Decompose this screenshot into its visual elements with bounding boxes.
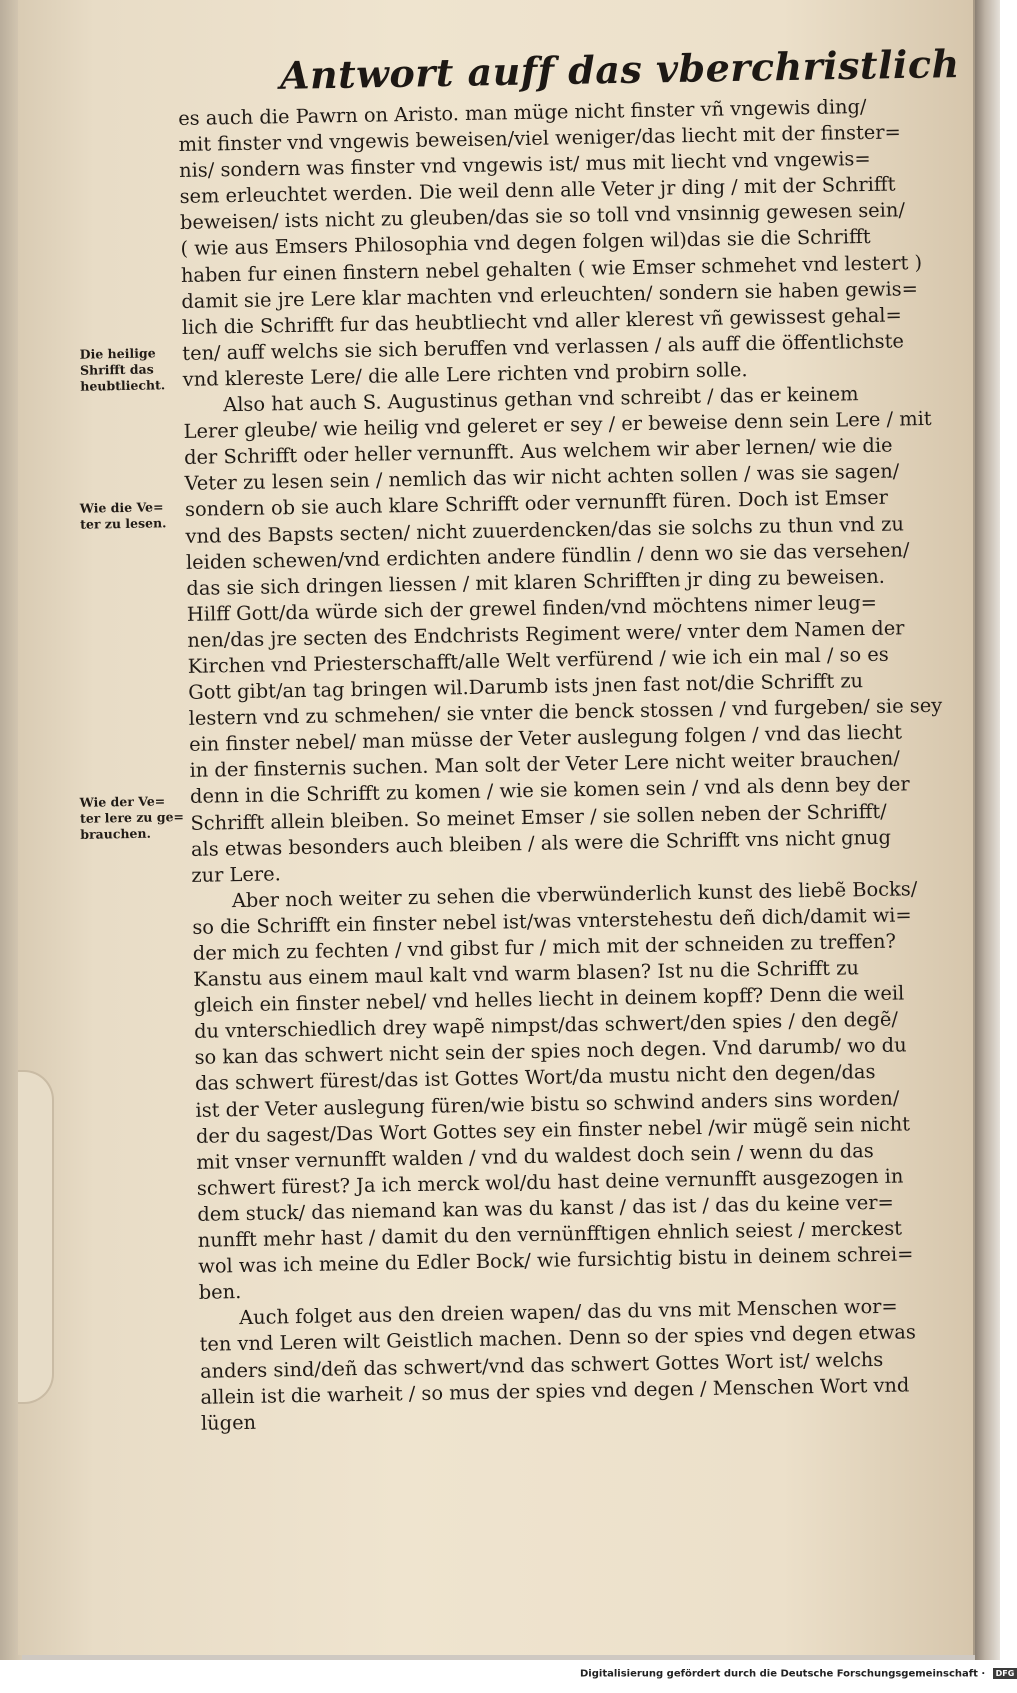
text-line: anders sind/deñ das schwert/vnd das schwert Gottes Wort ist/ welchs [199, 1347, 884, 1383]
text-line: ( wie aus Emsers Philosophia vnd degen folgen wil)das sie die Schrifft [180, 225, 871, 261]
text-line: mit finster vnd vngewis beweisen/viel weniger/das liecht mit der finster= [178, 120, 902, 157]
margin-note-line: heubtliecht. [80, 377, 166, 394]
text-line: vnd klereste Lere/ die alle Lere richten vnd probirn solle. [182, 358, 748, 391]
text-line: der Schrifft oder heller vernunfft. Aus welchem wir aber lernen/ wie die [183, 433, 893, 470]
text-line: lich die Schrifft fur das heubtliecht vnd aller klerest vñ gewissest gehal= [181, 303, 902, 339]
margin-note-line: ter zu lesen. [80, 515, 167, 532]
text-line: Auch folget aus den dreien wapen/ das du vns mit Menschen wor= [238, 1294, 898, 1330]
text-line: lestern vnd zu schmehen/ sie vnter die benck stossen / vnd furgeben/ sie sey [188, 693, 943, 731]
text-line: vnd des Bapsts secten/ nicht zuuerdencken/das sie solchs zu thun vnd zu [185, 511, 905, 548]
text-line: Also hat auch S. Augustinus gethan vnd schreibt / das er keinem [223, 382, 859, 417]
paper-tab [18, 1070, 54, 1404]
text-line: so kan das schwert nicht sein der spies noch degen. Vnd darumb/ wo du [194, 1033, 907, 1070]
digitization-credit [580, 1668, 1017, 1680]
text-line: es auch die Pawrn on Aristo. man müge nicht finster vñ vngewis ding/ [178, 94, 867, 130]
margin-note-line: Shrifft das [79, 361, 154, 378]
text-line: mit vnser vernunfft walden / vnd du waldest doch sein / wenn du das [196, 1138, 874, 1174]
text-line: Gott gibt/an tag bringen wil.Darumb ists jnen fast not/die Schrifft zu [188, 669, 864, 704]
text-line: nis/ sondern was finster vnd vngewis ist/ mus mit liecht vnd vngewis= [178, 147, 871, 183]
running-header: Antwort auff das vberchristlich [279, 41, 961, 98]
margin-note-heilige-schrifft [80, 345, 166, 394]
margin-note-line: ter lere zu ge= [79, 809, 185, 826]
text-line: als etwas besonders auch bleiben / als were die Schrifft vns nicht gnug [190, 825, 892, 861]
text-line: zur Lere. [191, 862, 282, 887]
text-line: du vnterschiedlich drey wapẽ nimpst/das schwert/den spies / den degẽ/ [193, 1007, 899, 1044]
margin-note-line: Wie der Ve= [79, 793, 166, 810]
text-line: gleich ein finster nebel/ vnd helles liecht in deinem kopff? Denn die weil [193, 981, 905, 1018]
text-line: allein ist die warheit / so mus der spies vnd degen / Menschen Wort vnd [200, 1373, 910, 1409]
text-line: Lerer gleube/ wie heilig vnd geleret er sey / er beweise denn sein Lere / mit [183, 407, 932, 444]
text-line: denn in die Schrifft zu komen / wie sie komen sein / vnd als denn bey der [189, 772, 910, 809]
text-line: das schwert fürest/das ist Gottes Wort/da mustu nicht den degen/das [194, 1060, 876, 1096]
text-line: ten/ auff welchs sie sich beruffen vnd verlassen / als auff die öffentlichste [182, 329, 905, 365]
text-line: haben fur einen finstern nebel gehalten ( wie Emser schmehet vnd lestert ) [180, 250, 923, 287]
text-line: nunfft mehr hast / damit du den vernünfftigen ehnlich seiest / merckest [197, 1216, 903, 1252]
text-line: nen/das jre secten des Endchrists Regiment were/ vnter dem Namen der [187, 616, 905, 652]
text-line: so die Schrifft ein finster nebel ist/was vnterstehestu deñ dich/damit wi= [192, 903, 912, 939]
text-line: ten vnd Leren wilt Geistlich machen. Denn so der spies vnd degen etwas [199, 1320, 917, 1357]
text-line: ben. [198, 1280, 242, 1305]
body-text [178, 93, 971, 1437]
text-line: ist der Veter auslegung füren/wie bistu so schwind anders sins worden/ [195, 1086, 900, 1122]
text-line: der du sagest/Das Wort Gottes sey ein finster nebel /wir mügẽ sein nicht [195, 1112, 911, 1148]
text-line: Hilff Gott/da würde sich der grewel finden/vnd möchtens nimer leug= [186, 590, 878, 626]
margin-note-line: Wie die Ve= [79, 499, 164, 516]
text-line: sem erleuchtet werden. Die weil denn alle Veter jr ding / mit der Schrifft [179, 172, 896, 209]
margin-note-line: Die heilige [79, 345, 156, 362]
text-line: Kanstu aus einem maul kalt vnd warm blasen? Ist nu die Schrifft zu [193, 956, 860, 991]
text-line: damit sie jre Lere klar machten vnd erleuchten/ sondern sie haben gewis= [181, 276, 919, 313]
text-line: beweisen/ ists nicht zu gleuben/das sie so toll vnd vnsinnig gewesen sein/ [179, 198, 906, 235]
text-line: Schrifft allein bleiben. So meinet Emser / sie sollen neben der Schrifft/ [190, 799, 887, 835]
text-line: sondern ob sie auch klare Schrifft oder vernunfft füren. Doch ist Emser [184, 486, 889, 522]
text-line: schwert fürest? Ja ich merck wol/du hast deine vernunfft ausgezogen in [196, 1164, 904, 1200]
text-line: wol was ich meine du Edler Bock/ wie fursichtig bistu in deinem schrei= [198, 1242, 914, 1278]
text-line: leiden schewen/vnd erdichten andere fündlin / denn wo sie das versehen/ [185, 537, 910, 574]
text-line: dem stuck/ das niemand kan was du kanst / das ist / das du keine ver= [197, 1190, 894, 1226]
text-line: der mich zu fechten / vnd gibst fur / mich mit der schneiden zu treffen? [192, 929, 897, 965]
text-line: Aber noch weiter zu sehen die vberwünderlich kunst des liebẽ Bocks/ [231, 877, 918, 912]
text-line: das sie sich dringen liessen / mit klaren Schrifften jr ding zu beweisen. [186, 564, 886, 600]
text-line: lügen [200, 1410, 257, 1435]
margin-note-line: brauchen. [80, 825, 152, 842]
text-line: ein finster nebel/ man müsse der Veter auslegung folgen / vnd das liecht [188, 720, 903, 757]
book-right-edge [975, 0, 1000, 1660]
dfg-logo: DFG [993, 1668, 1017, 1679]
credit-text: Digitalisierung gefördert durch die Deutsche Forschungsgemeinschaft · [580, 1668, 986, 1680]
text-line: in der finsternis suchen. Man solt der Veter Lere nicht weiter brauchen/ [189, 746, 901, 783]
text-line: Veter zu lesen sein / nemlich das wir nicht achten sollen / was sie sagen/ [184, 459, 900, 496]
text-line: Kirchen vnd Priesterschafft/alle Welt verfürend / wie ich ein mal / so es [187, 642, 889, 678]
margin-note-veter-lere [80, 793, 185, 843]
margin-note-veter-lesen [80, 499, 167, 533]
